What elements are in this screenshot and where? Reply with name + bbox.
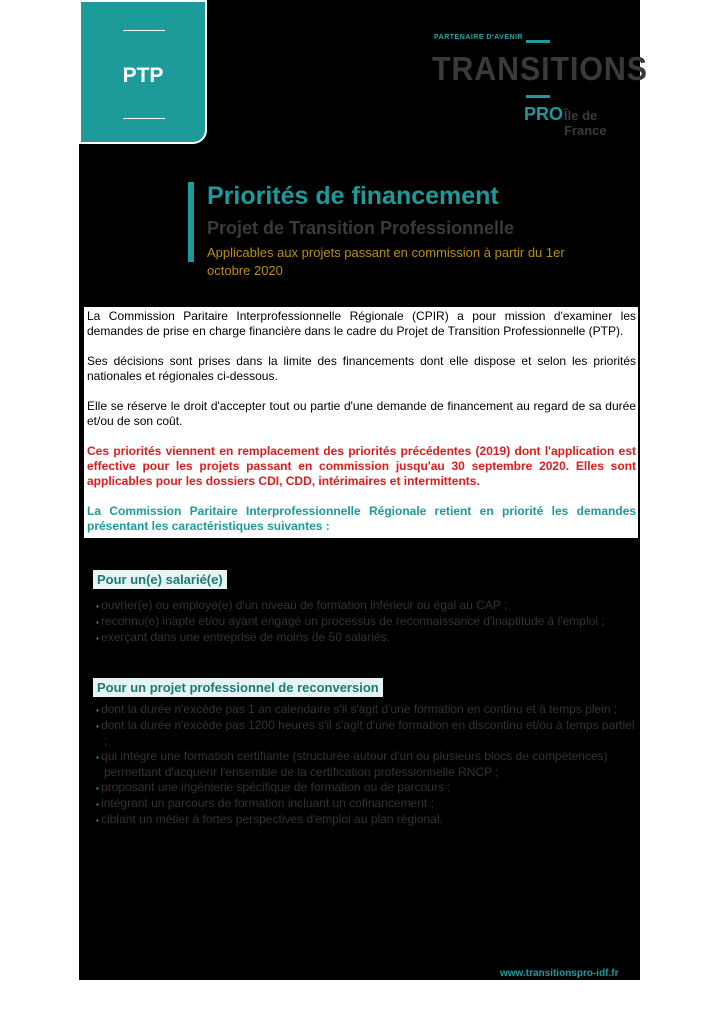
page-title: Priorités de financement	[207, 182, 499, 210]
intro-paragraph-1: La Commission Paritaire Interprofessionnelle Régionale (CPIR) a pour mission d'examiner les demandes de prise en charge financière dans le cadre du Projet de Transition Professionnelle (PTP).	[87, 309, 636, 338]
ptp-tab	[79, 0, 207, 144]
tab-divider-top	[123, 30, 165, 31]
list-item: ▪ ciblant un métier à fortes perspectives d'emploi au plan régional.	[96, 812, 636, 828]
section-list-projet	[96, 702, 636, 828]
section-heading-salarie: Pour un(e) salarié(e)	[93, 570, 227, 589]
list-item: ▪ exerçant dans une entreprise de moins de 50 salariés.	[96, 630, 636, 646]
logo-pro: PRO	[524, 104, 564, 124]
list-item: ▪ ouvrier(e) ou employé(e) d'un niveau de formation inférieur ou égal au CAP ;	[96, 598, 636, 614]
intro-text	[84, 307, 638, 538]
applicability-note: Applicables aux projets passant en commission à partir du 1er octobre 2020	[207, 245, 565, 278]
list-item: ▪ reconnu(e) inapte et/ou ayant engagé un processus de reconnaissance d'inaptitude à l'emploi ;	[96, 614, 636, 630]
title-accent-bar	[188, 182, 194, 262]
intro-paragraph-4: Ces priorités viennent en remplacement des priorités précédentes (2019) dont l'application est effective pour les projets passant en commission jusqu'au 30 septembre 2020. Elles sont applicables pour les dossiers CDI, CDD, intérimaires et intermittents.	[87, 444, 636, 488]
tab-divider-bottom	[123, 118, 165, 119]
tab-label: PTP	[122, 64, 164, 87]
page-subtitle: Projet de Transition Professionnelle	[207, 218, 515, 238]
logo-tagline: PARTENAIRE D'AVENIR	[434, 34, 524, 41]
intro-paragraph-2: Ses décisions sont prises dans la limite des financements dont elle dispose et selon les priorités nationales et régionales ci-dessous.	[87, 354, 636, 383]
section-heading-projet: Pour un projet professionnel de reconversion	[93, 678, 383, 697]
footer-url[interactable]: www.transitionspro-idf.fr	[500, 968, 619, 979]
list-item: ▪ dont la durée n'excède pas 1200 heures s'il s'agit d'une formation en discontinu et/ou à temps partiel ;	[96, 718, 636, 749]
section-list-salarie	[96, 598, 636, 646]
list-item: ▪ proposant une ingénierie spécifique de formation ou de parcours ;	[96, 780, 636, 796]
intro-paragraph-3: Elle se réserve le droit d'accepter tout ou partie d'une demande de financement au regard de sa durée et/ou de son coût.	[87, 399, 636, 428]
transitions-pro-logo	[432, 34, 648, 138]
list-item: ▪ qui intègre une formation certifiante (structurée autour d'un ou plusieurs blocs de compétences) permettant d'acquérir l'ensemble de la certification professionnelle RNCP ;	[96, 749, 636, 780]
list-item: ▪ intégrant un parcours de formation incluant un cofinancement ;	[96, 796, 636, 812]
list-item: ▪ dont la durée n'excède pas 1 an calendaire s'il s'agit d'une formation en continu et à temps plein ;	[96, 702, 636, 718]
logo-brand: TRANSITIONS	[432, 50, 648, 87]
logo-region: Île de France	[564, 108, 607, 138]
intro-paragraph-5: La Commission Paritaire Interprofessionnelle Régionale retient en priorité les demandes présentant les caractéristiques suivantes :	[87, 504, 636, 533]
